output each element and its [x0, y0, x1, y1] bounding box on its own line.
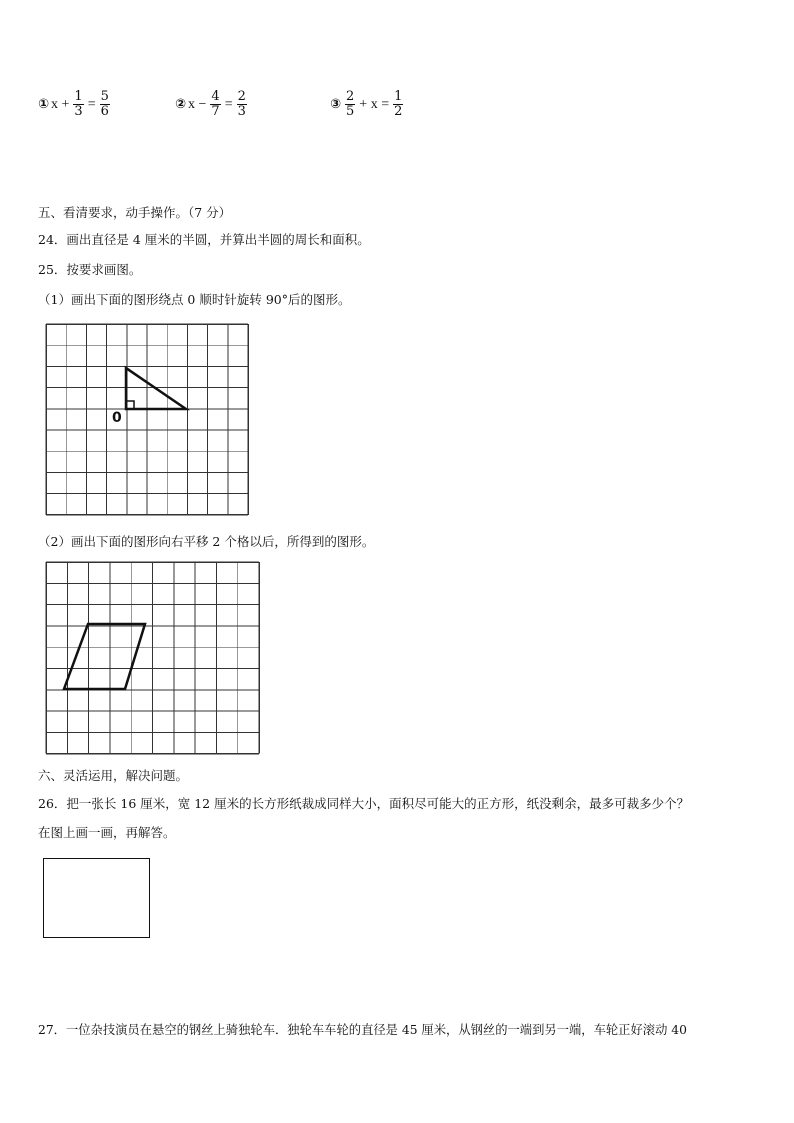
- rectangle-paper: [43, 858, 150, 938]
- equation-text: + x =: [359, 96, 390, 112]
- question-24: 24．画出直径是 4 厘米的半圆，并算出半圆的周长和面积。: [38, 232, 370, 247]
- equation-1: [38, 90, 112, 119]
- numerator: 1: [74, 89, 83, 104]
- fraction: [210, 90, 220, 119]
- denominator: 3: [74, 104, 83, 119]
- triangle-shape: [126, 368, 186, 409]
- equation-text: x −: [188, 96, 207, 112]
- numerator: 2: [346, 89, 355, 104]
- point-o-label: 0: [112, 410, 122, 426]
- parallelogram-shape: [64, 624, 145, 689]
- numerator: 1: [394, 89, 403, 104]
- denominator: 3: [237, 104, 246, 119]
- question-25-part-2: （2）画出下面的图形向右平移 2 个格以后，所得到的图形。: [38, 534, 375, 549]
- fraction: [345, 90, 355, 119]
- fraction: [237, 90, 247, 119]
- fraction: [393, 90, 403, 119]
- numerator: 2: [237, 89, 246, 104]
- question-27: 27．一位杂技演员在悬空的钢丝上骑独轮车．独轮车车轮的直径是 45 厘米，从钢丝的一端到另一端，车轮正好滚动 40: [38, 1023, 687, 1037]
- equation-number: ②: [175, 97, 187, 112]
- question-26-line-2: 在图上画一画，再解答。: [38, 825, 176, 840]
- equation-3: [330, 90, 405, 119]
- equation-number: ①: [38, 97, 50, 112]
- grid-lines: [46, 562, 259, 754]
- question-25: 25．按要求画图。: [38, 262, 142, 277]
- equation-text: x +: [51, 96, 70, 112]
- question-26-line-1: 26．把一张长 16 厘米，宽 12 厘米的长方形纸裁成同样大小，面积尽可能大的正方形，纸没剩余，最多可裁多少个？: [38, 796, 690, 811]
- fraction: [100, 90, 110, 119]
- numerator: 5: [100, 89, 109, 104]
- denominator: 6: [100, 104, 109, 119]
- denominator: 2: [394, 104, 403, 119]
- denominator: 7: [211, 104, 220, 119]
- numerator: 4: [211, 89, 220, 104]
- fraction: [73, 90, 83, 119]
- denominator: 5: [346, 104, 355, 119]
- translation-grid: [44, 560, 262, 756]
- equation-number: ③: [330, 97, 342, 112]
- equals-sign: =: [224, 96, 233, 112]
- question-25-part-1: （1）画出下面的图形绕点 0 顺时针旋转 90°后的图形。: [38, 292, 351, 307]
- section-6-title: 六、灵活运用，解决问题。: [38, 768, 189, 783]
- equals-sign: =: [87, 96, 96, 112]
- equation-2: [175, 90, 249, 119]
- section-5-title: 五、看清要求，动手操作。（7 分）: [38, 205, 232, 220]
- rotation-grid: [40, 320, 255, 520]
- grid-lines: [46, 324, 248, 515]
